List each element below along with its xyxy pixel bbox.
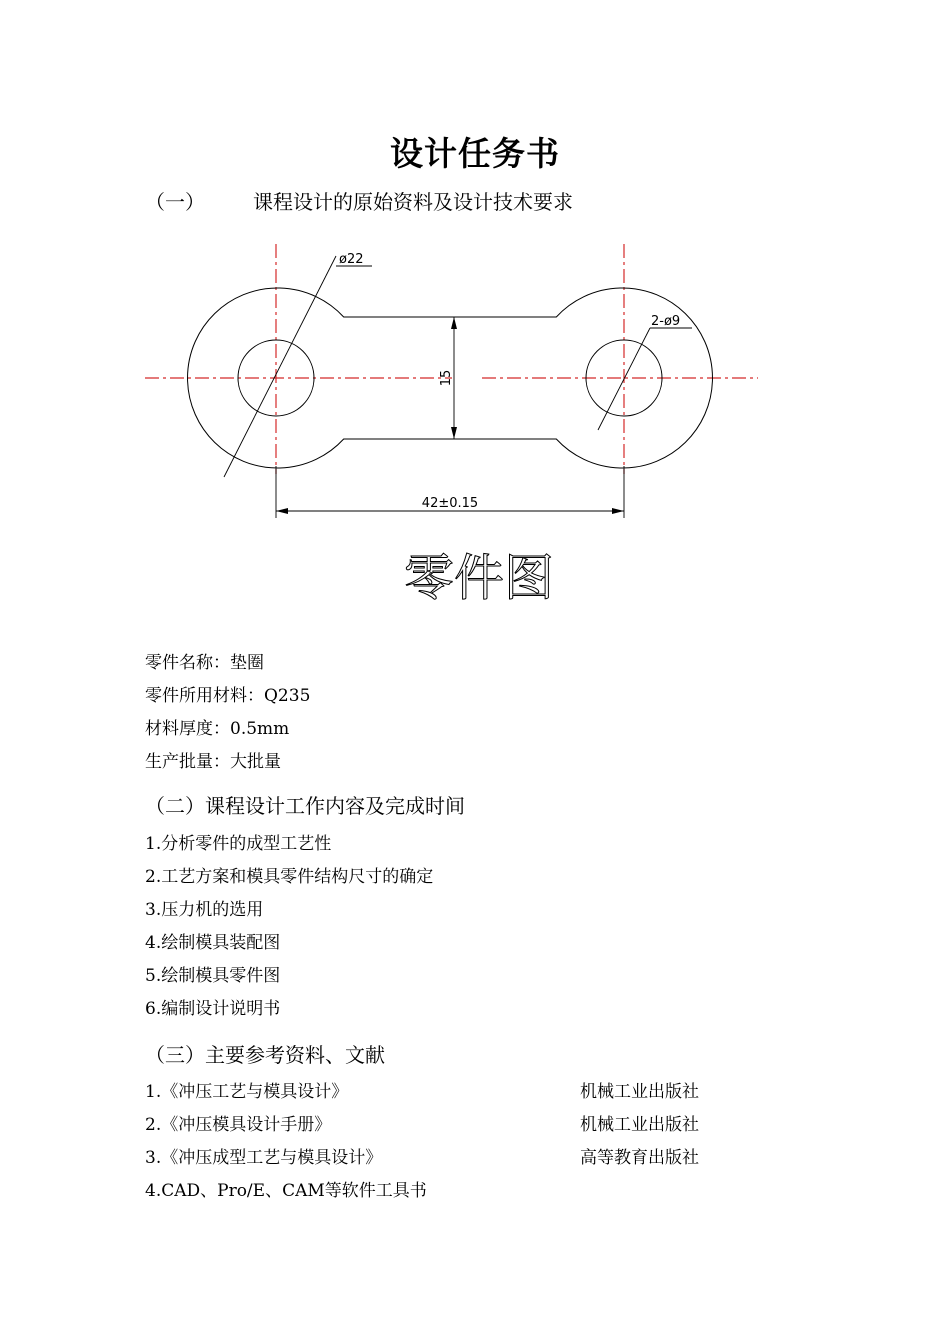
task-item: 3.压力机的选用	[145, 900, 264, 920]
task-item: 4.绘制模具装配图	[145, 933, 281, 953]
dimensions	[224, 256, 692, 518]
drawing-caption	[404, 545, 554, 607]
reference-title: 4.CAD、Pro/E、CAM等软件工具书	[145, 1181, 427, 1201]
height-label: 15	[439, 369, 454, 387]
part-name: 零件名称：垫圈	[145, 653, 264, 673]
reference-publisher: 机械工业出版社	[580, 1082, 699, 1102]
task-item: 6.编制设计说明书	[145, 999, 281, 1019]
section1-heading	[145, 186, 573, 215]
reference-title: 1.《冲压工艺与模具设计》	[145, 1082, 349, 1102]
diameter-leader	[224, 256, 336, 477]
reference-title: 2.《冲压模具设计手册》	[145, 1115, 332, 1135]
part-material: 零件所用材料：Q235	[145, 686, 311, 706]
distance-arrow-right	[612, 508, 624, 514]
part-drawing	[140, 236, 770, 536]
part-thickness: 材料厚度：0.5mm	[145, 719, 290, 739]
height-arrow-bottom	[451, 427, 457, 439]
caption-text: 零件图	[404, 549, 554, 607]
task-item: 5.绘制模具零件图	[145, 966, 281, 986]
part-batch: 生产批量：大批量	[145, 752, 281, 772]
reference-publisher: 机械工业出版社	[580, 1115, 699, 1135]
holes-label: 2-ø9	[651, 314, 681, 329]
height-arrow-top	[451, 317, 457, 329]
distance-arrow-left	[276, 508, 288, 514]
section3-heading: （三）主要参考资料、文献	[145, 1043, 385, 1067]
reference-publisher: 高等教育出版社	[580, 1148, 699, 1168]
task-item: 2.工艺方案和模具零件结构尺寸的确定	[145, 867, 434, 887]
section1-title: 课程设计的原始资料及设计技术要求	[253, 190, 573, 214]
diameter-label: ø22	[339, 252, 364, 267]
reference-title: 3.《冲压成型工艺与模具设计》	[145, 1148, 383, 1168]
task-item: 1.分析零件的成型工艺性	[145, 834, 332, 854]
section1-label: （一）	[145, 190, 205, 214]
distance-label: 42±0.15	[421, 496, 479, 511]
section2-heading: （二）课程设计工作内容及完成时间	[145, 794, 465, 818]
dimension-labels	[339, 252, 680, 511]
page-title: 设计任务书	[390, 134, 560, 173]
